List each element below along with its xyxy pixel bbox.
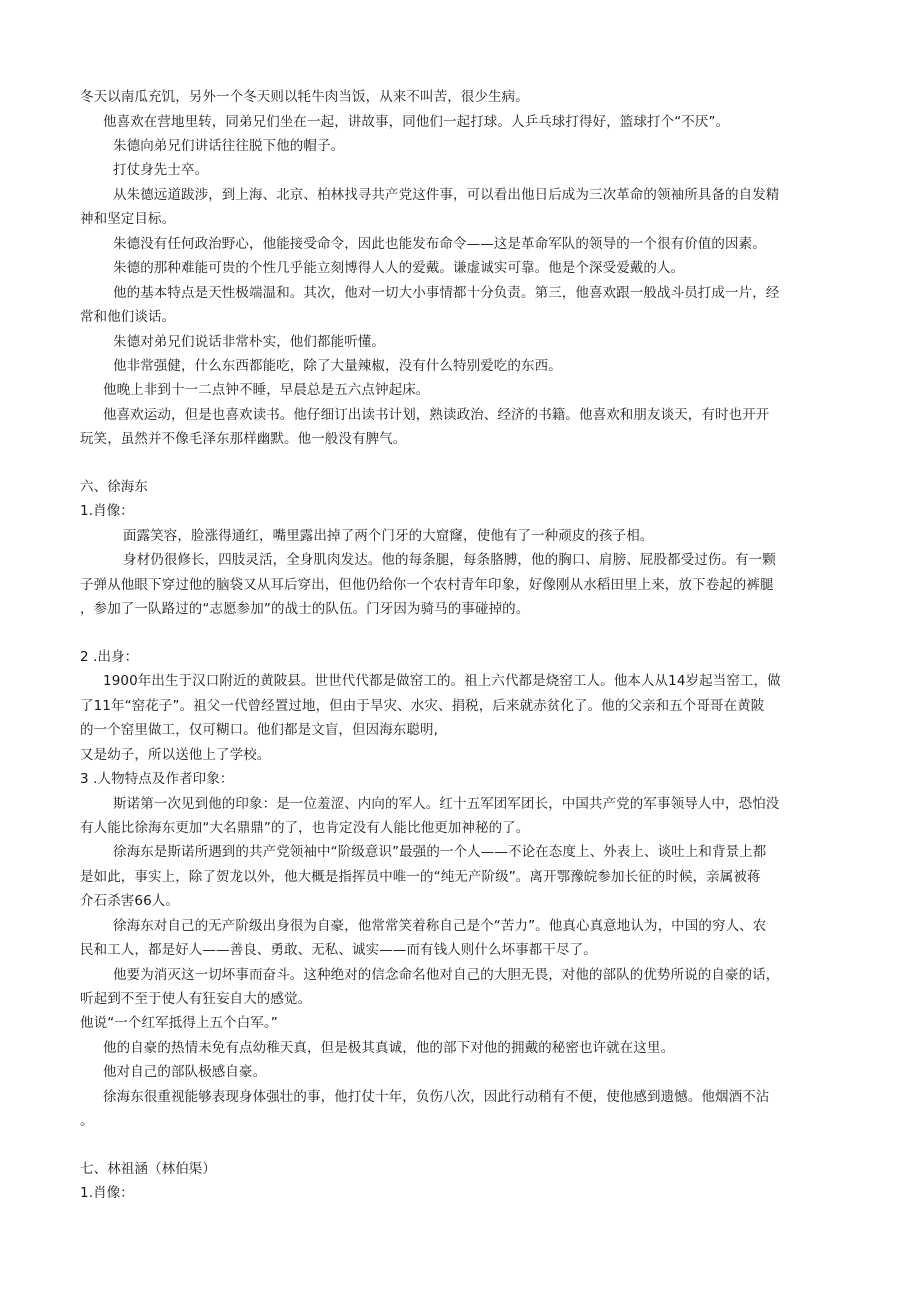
text-line: 神和坚定目标。 bbox=[80, 211, 176, 227]
text-line: 徐海东很重视能够表现身体强壮的事，他打仗十年，负伤八次，因此行动稍有不便，使他感到遗憾。他烟酒不沾 bbox=[103, 1089, 770, 1105]
text-line: 他说“一个红军抵得上五个白军。” bbox=[80, 1015, 278, 1031]
text-line: 徐海东对自己的无产阶级出身很为自豪，他常常笑着称自己是个“苦力”。他真心真意地认为，中国的穷人、农 bbox=[113, 918, 767, 934]
text-line: 子弹从他眼下穿过他的脑袋又从耳后穿出，但他仍给你一个农村青年印象，好像刚从水稻田里上来，放下卷起的裤腿 bbox=[80, 577, 774, 593]
subheading: 3 .人物特点及作者印象： bbox=[80, 771, 234, 787]
text-line: 他喜欢在营地里转，同弟兄们坐在一起，讲故事，同他们一起打球。人乒乓球打得好，篮球打个“不厌”。 bbox=[103, 114, 730, 130]
text-line: 民和工人，都是好人——善良、勇敢、无私、诚实——而有钱人则什么坏事都干尽了。 bbox=[80, 942, 597, 958]
text-line: 面露笑容，脸涨得通红，嘴里露出掉了两个门牙的大窟窿，使他有了一种顽皮的孩子相。 bbox=[123, 528, 654, 544]
section-heading: 七、林祖涵（林伯渠） bbox=[80, 1161, 216, 1177]
section-heading: 六、徐海东 bbox=[80, 479, 148, 495]
text-line: 又是幼子，所以送他上了学校。 bbox=[80, 747, 271, 763]
text-line: 朱德没有任何政治野心，他能接受命令，因此也能发布命令——这是革命军队的领导的一个很有价值的因素。 bbox=[113, 236, 766, 252]
text-line: 听起到不至于使人有狂妄自大的感觉。 bbox=[80, 991, 312, 1007]
text-line: 常和他们谈话。 bbox=[80, 309, 176, 325]
text-line: 介石杀害66人。 bbox=[80, 893, 179, 909]
text-line: 他对自己的部队极感自豪。 bbox=[103, 1064, 267, 1080]
text-line: 玩笑，虽然并不像毛泽东那样幽默。他一般没有脾气。 bbox=[80, 431, 407, 447]
text-line: 朱德向弟兄们讲话往往脱下他的帽子。 bbox=[113, 138, 345, 154]
text-line: 了11年“窑花子”。祖父一代曾经置过地，但由于旱灾、水灾、捐税，后来就赤贫化了。他的父亲和五个哥哥在黄陂 bbox=[80, 698, 765, 714]
text-line: 有人能比徐海东更加“大名鼎鼎”的了，也肯定没有人能比他更加神秘的了。 bbox=[80, 820, 530, 836]
text-line: 1900年出生于汉口附近的黄陂县。世世代代都是做窑工的。祖上六代都是烧窑工人。他本人从14岁起当窑工，做 bbox=[103, 673, 781, 689]
text-line: 他的基本特点是天性极端温和。其次，他对一切大小事情都十分负责。第三，他喜欢跟一般战斗员打成一片，经 bbox=[113, 285, 780, 301]
text-line: 的一个窑里做工，仅可糊口。他们都是文盲，但因海东聪明, bbox=[80, 722, 438, 738]
text-line: 冬天以南瓜充饥，另外一个冬天则以牦牛肉当饭，从来不叫苦，很少生病。 bbox=[80, 89, 529, 105]
text-line: 朱德对弟兄们说话非常朴实，他们都能听懂。 bbox=[113, 334, 385, 350]
subheading: 1.肖像： bbox=[80, 1185, 134, 1201]
text-line: 从朱德远道跋涉，到上海、北京、柏林找寻共产党这件事，可以看出他日后成为三次革命的领袖所具备的自发精 bbox=[113, 187, 780, 203]
text-line: 打仗身先士卒。 bbox=[113, 162, 209, 178]
subheading: 1.肖像： bbox=[80, 503, 134, 519]
text-line: 斯诺第一次见到他的印象：是一位羞涩、内向的军人。红十五军团军团长，中国共产党的军事领导人中，恐怕没 bbox=[113, 796, 780, 812]
text-line: 。 bbox=[80, 1113, 94, 1129]
subheading: 2 .出身： bbox=[80, 649, 139, 665]
text-line: 身材仍很修长，四肢灵活，全身肌肉发达。他的每条腿，每条胳膊，他的胸口、肩膀、屁股都受过伤。有一颗 bbox=[123, 552, 776, 568]
text-line: 他要为消灭这一切坏事而奋斗。这种绝对的信念命名他对自己的大胆无畏，对他的部队的优势所说的自豪的话， bbox=[113, 967, 780, 983]
text-line: ，参加了一队路过的“志愿参加”的战士的队伍。门牙因为骑马的事碰掉的。 bbox=[80, 601, 530, 617]
text-line: 他的自豪的热情未免有点幼稚天真，但是极其真诚，他的部下对他的拥戴的秘密也许就在这里。 bbox=[103, 1040, 675, 1056]
text-line: 他非常强健，什么东西都能吃，除了大量辣椒，没有什么特别爱吃的东西。 bbox=[113, 358, 562, 374]
text-line: 朱德的那种难能可贵的个性几乎能立刻博得人人的爱戴。谦虚诚实可靠。他是个深受爱戴的人。 bbox=[113, 260, 685, 276]
text-line: 他喜欢运动，但是也喜欢读书。他仔细订出读书计划，熟读政治、经济的书籍。他喜欢和朋友谈天，有时也开开 bbox=[103, 407, 770, 423]
text-line: 徐海东是斯诺所遇到的共产党领袖中“阶级意识”最强的一个人——不论在态度上、外表上、谈吐上和背景上都 bbox=[113, 844, 767, 860]
text-line: 他晚上非到十一二点钟不睡，早晨总是五六点钟起床。 bbox=[103, 382, 430, 398]
text-line: 是如此，事实上，除了贺龙以外，他大概是指挥员中唯一的“纯无产阶级”。离开鄂豫皖参加长征的时候，亲属被蒋 bbox=[80, 869, 761, 885]
